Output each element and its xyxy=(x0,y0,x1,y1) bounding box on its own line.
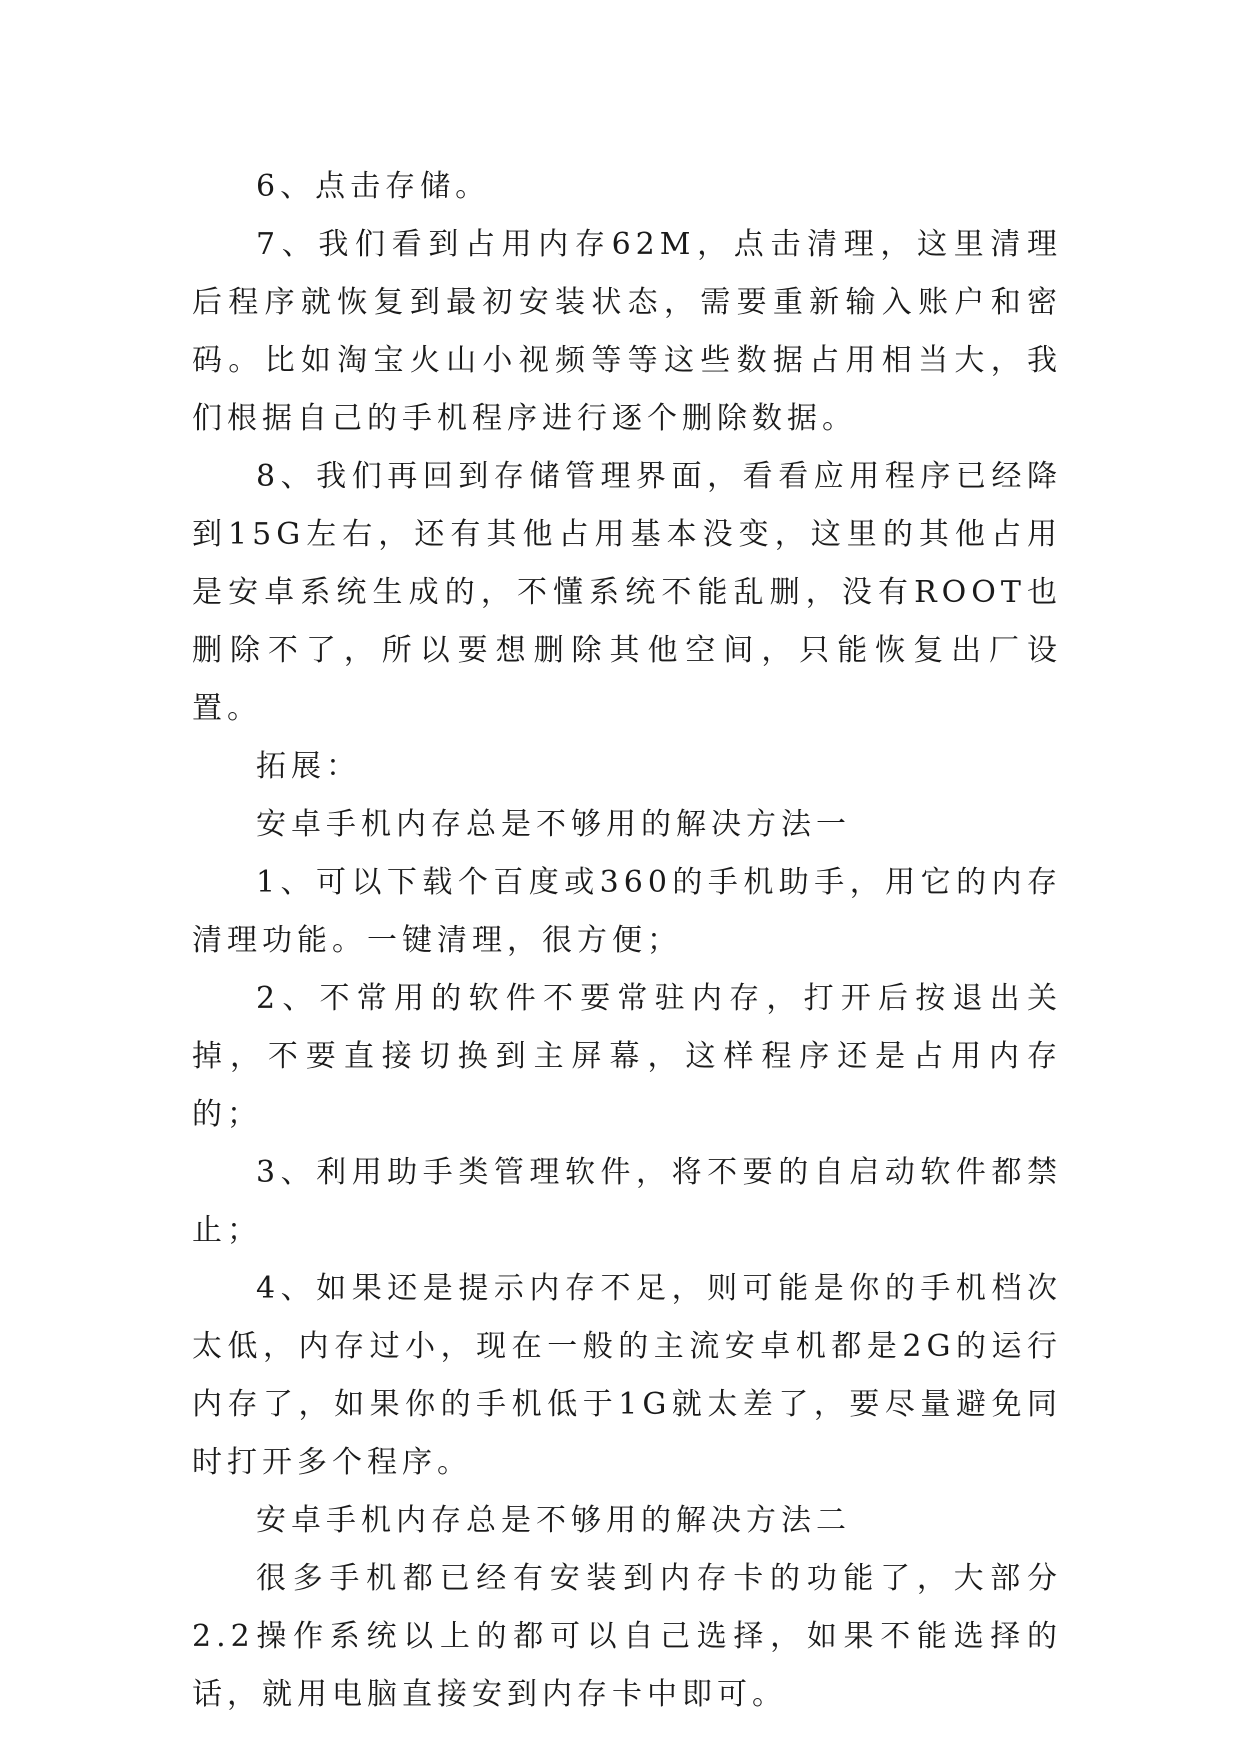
paragraph-tip-1: 1、可以下载个百度或360的手机助手，用它的内存清理功能。一键清理，很方便； xyxy=(192,865,1062,958)
section-heading-method-1: 安卓手机内存总是不够用的解决方法一 xyxy=(256,807,851,842)
section-heading-method-2: 安卓手机内存总是不够用的解决方法二 xyxy=(256,1503,851,1538)
paragraph-extension-label: 拓展： xyxy=(256,749,361,784)
paragraph-method-2-body: 很多手机都已经有安装到内存卡的功能了，大部分2.2操作系统以上的都可以自己选择，如果不能选择的话，就用电脑直接安到内存卡中即可。 xyxy=(192,1561,1062,1712)
paragraph-step-8: 8、我们再回到存储管理界面，看看应用程序已经降到15G左右，还有其他占用基本没变，这里的其他占用是安卓系统生成的，不懂系统不能乱删，没有ROOT也删除不了，所以要想删除其他空间，只能恢复出厂设置。 xyxy=(192,459,1062,726)
paragraph-step-7: 7、我们看到占用内存62M，点击清理，这里清理后程序就恢复到最初安装状态，需要重新输入账户和密码。比如淘宝火山小视频等等这些数据占用相当大，我们根据自己的手机程序进行逐个删除数据。 xyxy=(192,227,1062,436)
document-body xyxy=(192,158,1062,1724)
paragraph-tip-4: 4、如果还是提示内存不足，则可能是你的手机档次太低，内存过小，现在一般的主流安卓机都是2G的运行内存了，如果你的手机低于1G就太差了，要尽量避免同时打开多个程序。 xyxy=(192,1271,1062,1480)
paragraph-step-6: 6、点击存储。 xyxy=(256,169,491,204)
paragraph-tip-2: 2、不常用的软件不要常驻内存，打开后按退出关掉，不要直接切换到主屏幕，这样程序还是占用内存的； xyxy=(192,981,1062,1132)
paragraph-tip-3: 3、利用助手类管理软件，将不要的自启动软件都禁止； xyxy=(192,1155,1062,1248)
